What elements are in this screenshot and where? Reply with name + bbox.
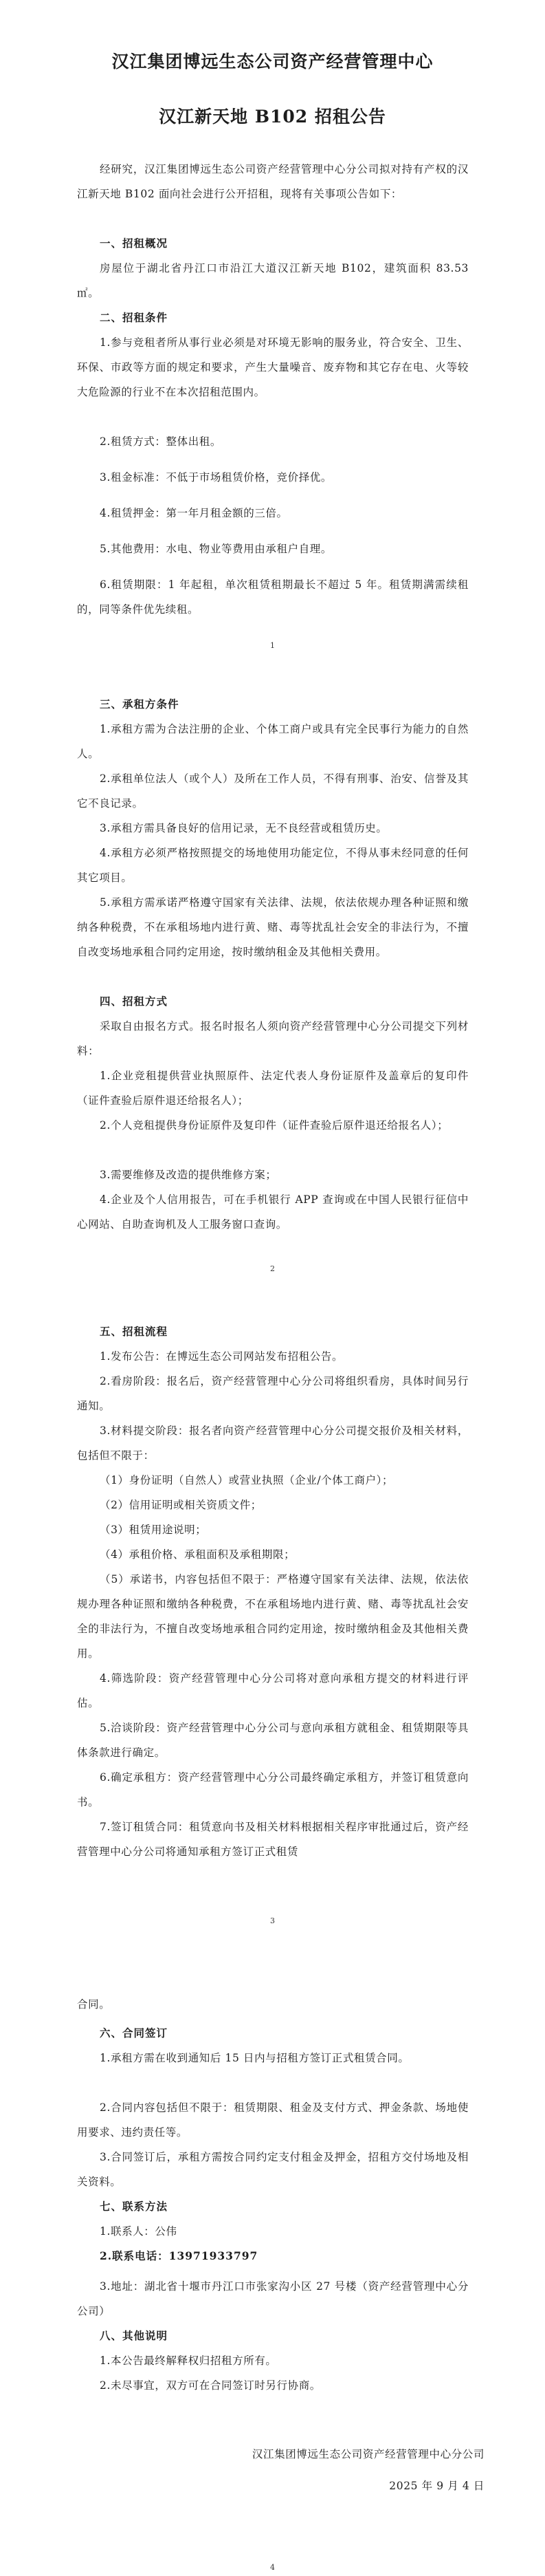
signature-organization: 汉江集团博远生态公司资产经营管理中心分公司 bbox=[252, 2448, 485, 2460]
section-3-item: 1.承租方需为合法注册的企业、个体工商户或具有完全民事行为能力的自然人。 bbox=[77, 723, 469, 760]
section-5-item: 6.确定承租方：资产经营管理中心分公司最终确定承租方，并签订租赁意向书。 bbox=[77, 1771, 469, 1808]
section-1-heading: 一、招租概况 bbox=[100, 237, 168, 250]
document-page-2 bbox=[0, 660, 545, 1293]
section-2-item: 5.其他费用：水电、物业等费用由承租户自理。 bbox=[100, 543, 332, 555]
section-7-heading: 七、联系方法 bbox=[100, 2200, 168, 2213]
section-2-item: 1.参与竞租者所从事行业必须是对环境无影响的服务业，符合安全、卫生、环保、市政等方面的规定和要求，产生大量噪音、废弃物和其它存在电、火等较大危险源的行业不在本次招租范围内。 bbox=[77, 336, 469, 398]
section-5-subitem: （2）信用证明或相关资质文件； bbox=[100, 1499, 262, 1511]
section-5-item: 1.发布公告：在博远生态公司网站发布招租公告。 bbox=[100, 1350, 344, 1363]
section-4-item: 1.企业竞租提供营业执照原件、法定代表人身份证原件及盖章后的复印件（证件查验后原件退还给报名人）； bbox=[77, 1070, 469, 1107]
section-4-item: 3.需要维修及改造的提供维修方案； bbox=[100, 1169, 277, 1181]
section-3-heading: 三、承租方条件 bbox=[100, 697, 179, 711]
intro-paragraph: 经研究，汉江集团博远生态公司资产经营管理中心分公司拟对持有产权的汉江新天地 B102 面向社会进行公开招租，现将有关事项公告如下： bbox=[77, 163, 469, 200]
section-6-item: 1.承租方需在收到通知后 15 日内与招租方签订正式租赁合同。 bbox=[100, 2052, 410, 2064]
page-number: 4 bbox=[270, 2563, 275, 2572]
section-2-item: 2.租赁方式：整体出租。 bbox=[100, 435, 221, 448]
notice-title-line-1: 汉江集团博远生态公司资产经营管理中心 bbox=[111, 52, 434, 72]
page-number: 3 bbox=[270, 1916, 275, 1925]
section-2-item: 4.租赁押金：第一年月租金额的三倍。 bbox=[100, 507, 288, 519]
section-5-item: 7.签订租赁合同：租赁意向书及相关材料根据相关程序审批通过后，资产经营管理中心分公司将通知承租方签订正式租赁 bbox=[77, 1821, 469, 1858]
section-4-heading: 四、招租方式 bbox=[100, 995, 168, 1008]
section-8-item: 1.本公告最终解释权归招租方所有。 bbox=[100, 2355, 277, 2367]
section-8-heading: 八、其他说明 bbox=[100, 2329, 168, 2342]
section-5-subitem: （1）身份证明（自然人）或营业执照（企业/个体工商户）； bbox=[100, 1474, 394, 1486]
section-6-item: 3.合同签订后，承租方需按合同约定支付租金及押金，招租方交付场地及相关资料。 bbox=[77, 2151, 469, 2188]
section-5-item: 2.看房阶段：报名后，资产经营管理中心分公司将组织看房，具体时间另行通知。 bbox=[77, 1375, 469, 1412]
section-4-intro: 采取自由报名方式。报名时报名人须向资产经营管理中心分公司提交下列材料： bbox=[77, 1020, 469, 1057]
section-3-item: 2.承租单位法人（或个人）及所在工作人员，不得有刑事、治安、信誉及其它不良记录。 bbox=[77, 772, 469, 810]
section-5-item: 4.筛选阶段：资产经营管理中心分公司将对意向承租方提交的材料进行评估。 bbox=[77, 1672, 469, 1709]
contact-phone: 2.联系电话：13971933797 bbox=[100, 2249, 258, 2262]
section-1-text: 房屋位于湖北省丹江口市沿江大道汉江新天地 B102，建筑面积 83.53 ㎡。 bbox=[77, 262, 469, 299]
page-number: 2 bbox=[270, 1264, 275, 1273]
section-5-subitem: （4）承租价格、承租面积及承租期限； bbox=[100, 1548, 296, 1561]
section-2-item: 3.租金标准：不低于市场租赁价格，竞价择优。 bbox=[100, 471, 332, 484]
section-3-item: 3.承租方需具备良好的信用记录，无不良经营或租赁历史。 bbox=[100, 822, 388, 834]
section-2-item: 6.租赁期限：1 年起租，单次租赁租期最长不超过 5 年。租赁期满需续租的，同等条件优先续租。 bbox=[77, 578, 469, 616]
section-5-item: 5.洽谈阶段：资产经营管理中心分公司与意向承租方就租金、租赁期限等具体条款进行确定。 bbox=[77, 1722, 469, 1759]
notice-title-line-2: 汉江新天地 B102 招租公告 bbox=[159, 107, 386, 127]
document-page-3 bbox=[0, 1266, 545, 1933]
section-3-item: 4.承租方必须严格按照提交的场地使用功能定位，不得从事未经同意的任何其它项目。 bbox=[77, 847, 469, 884]
document-page-1 bbox=[0, 0, 545, 650]
signature-date: 2025 年 9 月 4 日 bbox=[389, 2480, 485, 2492]
page-number: 1 bbox=[270, 641, 275, 650]
section-6-heading: 六、合同签订 bbox=[100, 2026, 168, 2039]
section-4-item: 4.企业及个人信用报告，可在手机银行 APP 查询或在中国人民银行征信中心网站、自助查询机及人工服务窗口查询。 bbox=[77, 1193, 469, 1231]
section-2-heading: 二、招租条件 bbox=[100, 311, 168, 324]
section-5-subitem: （5）承诺书，内容包括但不限于：严格遵守国家有关法律、法规，依法依规办理各种证照和缴纳各种税费，不在承租场地内进行黄、赌、毒等扰乱社会安全的非法行为，不擅自改变场地承租合同约定用途，按时缴纳租金及其他相关费用。 bbox=[77, 1573, 469, 1660]
section-8-item: 2.未尽事宜，双方可在合同签订时另行协商。 bbox=[100, 2379, 321, 2392]
contact-address: 3.地址：湖北省十堰市丹江口市张家沟小区 27 号楼（资产经营管理中心分公司） bbox=[77, 2280, 469, 2317]
section-5-subitem: （3）租赁用途说明； bbox=[100, 1524, 207, 1536]
section-5-item-continued: 合同。 bbox=[77, 1998, 111, 2011]
document-page-4 bbox=[0, 1933, 545, 2576]
section-4-item: 2.个人竞租提供身份证原件及复印件（证件查验后原件退还给报名人）； bbox=[100, 1119, 449, 1132]
section-3-item: 5.承租方需承诺严格遵守国家有关法律、法规，依法依规办理各种证照和缴纳各种税费，不在承租场地内进行黄、赌、毒等扰乱社会安全的非法行为，不擅自改变场地承租合同约定用途，按时缴纳租金及其他相关费用。 bbox=[77, 896, 469, 958]
contact-person: 1.联系人：公伟 bbox=[100, 2225, 177, 2238]
section-6-item: 2.合同内容包括但不限于：租赁期限、租金及支付方式、押金条款、场地使用要求、违约责任等。 bbox=[77, 2101, 469, 2139]
section-5-item: 3.材料提交阶段：报名者向资产经营管理中心分公司提交报价及相关材料，包括但不限于： bbox=[77, 1425, 469, 1462]
section-5-heading: 五、招租流程 bbox=[100, 1325, 168, 1338]
